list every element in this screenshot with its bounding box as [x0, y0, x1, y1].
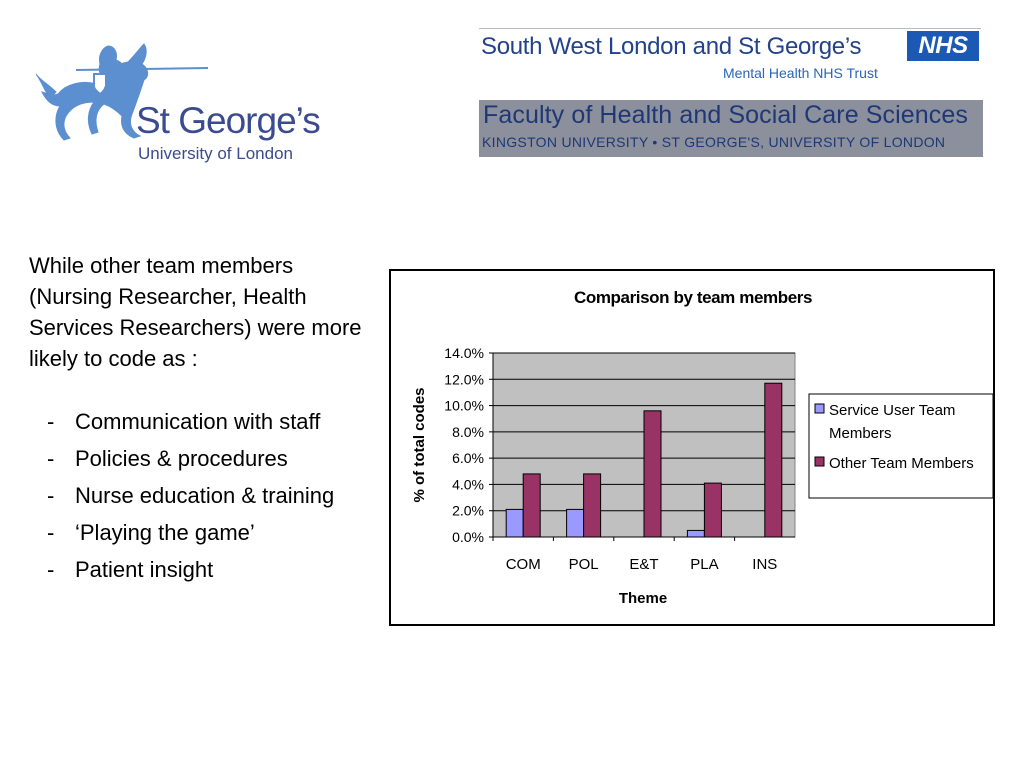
- bullet-item: [29, 554, 374, 585]
- bullet-item: [29, 517, 374, 548]
- dash-icon: -: [47, 520, 55, 545]
- st-georges-name: St George’s: [136, 100, 320, 141]
- bar-other-team-COM: [523, 474, 540, 537]
- y-tick-label: 12.0%: [444, 371, 484, 388]
- bar-other-team-POL: [584, 474, 601, 537]
- bar-other-team-PLA: [704, 483, 721, 537]
- x-tick-label: INS: [752, 556, 778, 573]
- y-axis-label: % of total codes: [411, 387, 428, 503]
- x-tick-label: POL: [568, 556, 599, 573]
- x-tick-label: COM: [505, 556, 541, 573]
- y-tick-label: 2.0%: [452, 502, 484, 519]
- chart-canvas: [391, 271, 993, 624]
- bullet-text: Nurse education & training: [75, 483, 335, 508]
- dash-icon: -: [47, 446, 55, 471]
- legend-label-service-user: Service User Team Members: [829, 402, 956, 442]
- st-georges-subtitle: University of London: [138, 144, 293, 163]
- bar-service-user-PLA: [687, 530, 704, 537]
- y-tick-label: 10.0%: [444, 397, 484, 414]
- bullet-item: [29, 480, 374, 511]
- x-tick-label: PLA: [690, 556, 719, 573]
- y-tick-label: 14.0%: [444, 345, 484, 361]
- faculty-subtitle: KINGSTON UNIVERSITY • ST GEORGE'S, UNIVERSITY OF LONDON: [482, 134, 946, 150]
- y-tick-label: 8.0%: [452, 423, 484, 440]
- legend-swatch-service-user: [815, 404, 824, 413]
- faculty-banner: [479, 100, 983, 157]
- y-tick-label: 6.0%: [452, 450, 484, 467]
- nhs-logo: NHS: [907, 31, 979, 61]
- bullet-text: Policies & procedures: [75, 446, 288, 471]
- bullet-item: [29, 443, 374, 474]
- intro-text: While other team members (Nursing Researcher, Health Services Researchers) were more likely to code as :: [29, 253, 362, 371]
- y-tick-label: 4.0%: [452, 476, 484, 493]
- dash-icon: -: [47, 483, 55, 508]
- legend-label-other-team: Other Team Members: [829, 455, 974, 472]
- bar-other-team-INS: [765, 383, 782, 537]
- bullet-text: ‘Playing the game’: [75, 520, 255, 545]
- bar-service-user-POL: [567, 509, 584, 537]
- x-axis-label: Theme: [618, 590, 668, 607]
- bar-service-user-COM: [506, 509, 523, 537]
- dash-icon: -: [47, 557, 55, 582]
- dash-icon: -: [47, 409, 55, 434]
- legend-swatch-other-team: [815, 457, 824, 466]
- bullet-list: [29, 406, 374, 591]
- y-tick-label: 0.0%: [452, 529, 484, 545]
- bullet-item: [29, 406, 374, 437]
- x-tick-label: E&T: [629, 556, 659, 573]
- trust-banner: [479, 28, 981, 81]
- trust-subtitle: Mental Health NHS Trust: [723, 65, 878, 81]
- st-georges-logo: [36, 34, 326, 169]
- trust-name: South West London and St George’s: [481, 33, 862, 60]
- bullet-text: Communication with staff: [75, 409, 321, 434]
- bar-other-team-E&T: [644, 411, 661, 537]
- bullet-text: Patient insight: [75, 557, 214, 582]
- faculty-name: Faculty of Health and Social Care Sciences: [483, 101, 968, 129]
- chart-title: Comparison by team members: [573, 288, 813, 307]
- comparison-chart: [389, 269, 995, 626]
